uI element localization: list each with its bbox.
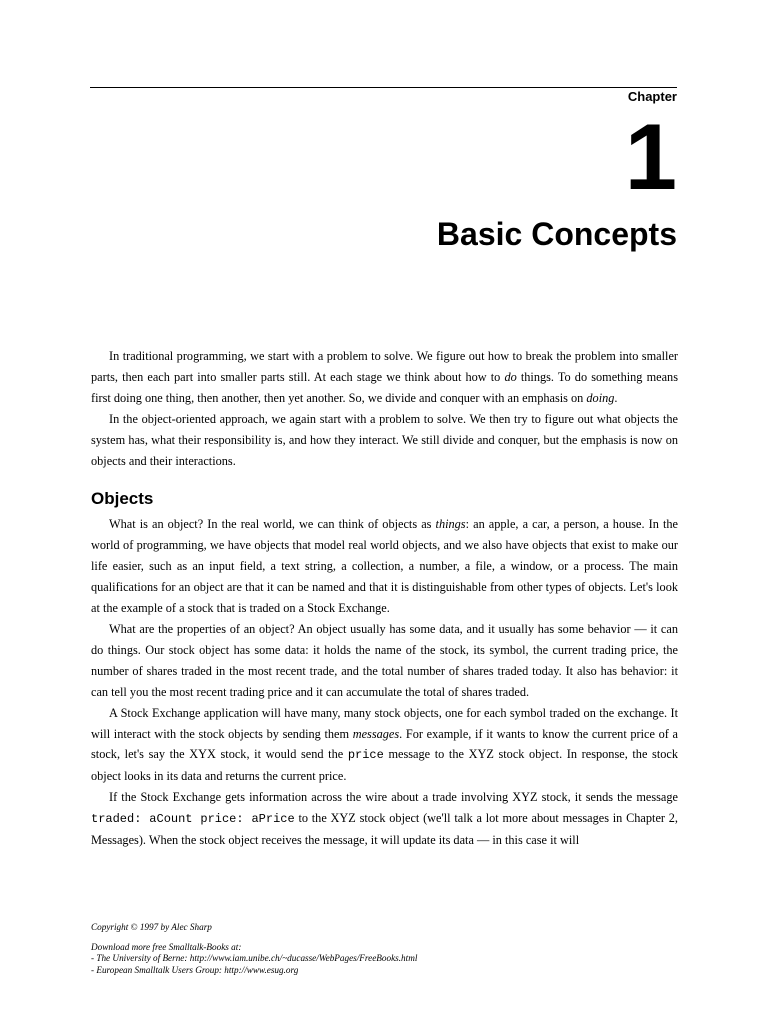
intro-p1-text-b: things. To do something means first doing one thing, then another, then yet another. So, we divide and conquer with an emphasis on xyxy=(91,369,678,405)
intro-paragraph-2: In the object-oriented approach, we again start with a problem to solve. We then try to figure out what objects the system has, what their responsibility is, and how they interact. We still divide and conquer, but the emphasis is now on objects and their interactions. xyxy=(91,411,678,468)
intro-p1-text-a: In traditional programming, we start with a problem to solve. We figure out how to break the problem into smaller parts, then each part into smaller parts still. At each stage we think about how to xyxy=(91,349,678,384)
intro-paragraph-1 xyxy=(91,346,678,409)
intro-p1-text-c: . xyxy=(614,390,618,405)
code-price: price xyxy=(347,748,384,763)
body-text xyxy=(91,346,678,851)
footer-link-berne: - The University of Berne: http://www.iam.unibe.ch/~ducasse/WebPages/FreeBooks.html xyxy=(91,953,418,963)
objects-p1-text-b: : an apple, a car, a person, a house. In the world of programming, we have objects that model real world objects, and we also have objects that exist to make our life easier, such as an input field, a text string, a collection, a number, a file, a window, or a process. The main qualifications for an object are that it can be named and that it is distinguishable from other types of objects. Let's look at the example of a stock that is traded on a Stock Exchange. xyxy=(91,517,678,616)
section-heading-objects: Objects xyxy=(91,489,154,509)
chapter-number: 1 xyxy=(624,104,677,209)
objects-paragraph-1 xyxy=(91,514,678,619)
objects-paragraph-3 xyxy=(91,703,678,788)
code-traded-message: traded: aCount price: aPrice xyxy=(91,812,295,827)
objects-p4-text-a: If the Stock Exchange gets information across the wire about a trade involving XYZ stock, it sends the message xyxy=(109,790,678,805)
footer-download-label: Download more free Smalltalk-Books at: xyxy=(91,941,242,952)
chapter-label: Chapter xyxy=(627,89,677,104)
objects-p3-emphasis-messages: messages xyxy=(352,726,400,741)
footer-link-esug: - European Smalltalk Users Group: http://www.esug.org xyxy=(91,964,299,975)
header-rule xyxy=(90,87,677,88)
objects-p3-text-c: message to the XYZ stock object. In response, the stock object looks in its data and returns the current price. xyxy=(91,747,678,784)
chapter-title: Basic Concepts xyxy=(436,216,677,252)
intro-p1-emphasis-doing: doing xyxy=(586,390,615,405)
objects-paragraph-2: What are the properties of an object? An object usually has some data, and it usually has some behavior — it can do things. Our stock object has some data: it holds the name of the stock, its symbol, the current trading price, the number of shares traded in the most recent trade, and the total number of shares traded today. It also has behavior: it can tell you the most recent trading price and it can accumulate the total of shares traded. xyxy=(91,621,678,699)
objects-p4-text-b: to the XYZ stock object (we'll talk a lot more about messages in Chapter 2, Messages). When the stock object receives the message, it will update its data — in this case it will xyxy=(91,811,678,848)
objects-p3-text-b: . For example, if it wants to know the current price of a stock, let's say the XYX stock, it would send the xyxy=(91,726,678,762)
intro-p1-emphasis-do: do xyxy=(504,369,517,384)
objects-p1-text-a: What is an object? In the real world, we can think of objects as xyxy=(109,517,436,532)
page-footer xyxy=(91,922,678,976)
footer-copyright: Copyright © 1997 by Alec Sharp xyxy=(91,922,212,932)
objects-paragraph-4 xyxy=(91,787,678,851)
objects-p1-emphasis-things: things xyxy=(435,517,466,532)
objects-p3-text-a: A Stock Exchange application will have many, many stock objects, one for each symbol traded on the exchange. It will interact with the stock objects by sending them xyxy=(91,705,678,741)
